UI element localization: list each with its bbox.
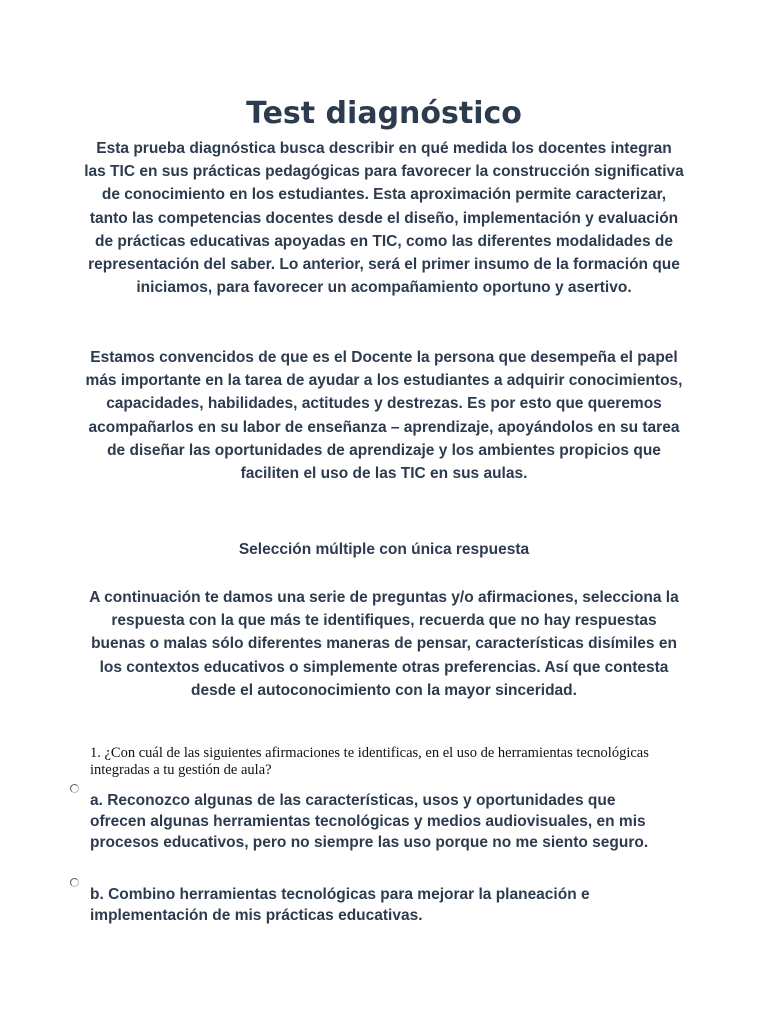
page-title: Test diagnóstico (246, 96, 522, 131)
option-b-radio[interactable] (70, 878, 79, 887)
option-a-radio[interactable] (70, 784, 79, 793)
option-b-label: b. Combino herramientas tecnológicas para mejorar la planeación e implementación de mis prácticas educativas. (90, 886, 590, 924)
section-title: Selección múltiple con única respuesta (238, 541, 530, 558)
instructions-paragraph: A continuación te damos una serie de preguntas y/o afirmaciones, selecciona la respuesta con la que más te identifiques, recuerda que no hay respuestas buenas o malas sólo diferentes maneras de pensar, características disímiles en los contextos educativos o simplemente otras preferencias. Así que contesta desde el autoconocimiento con la mayor sinceridad. (89, 589, 679, 699)
question-1-text: 1. ¿Con cuál de las siguientes afirmaciones te identificas, en el uso de herramientas tecnológicas integradas a tu gestión de aula? (90, 745, 649, 778)
option-a-label: a. Reconozco algunas de las características, usos y oportunidades que ofrecen algunas herramientas tecnológicas y medios audiovisuales, en mis procesos educativos, pero no siempre las uso porque no me siento seguro. (90, 792, 649, 851)
teacher-role-paragraph: Estamos convencidos de que es el Docente la persona que desempeña el papel más importante en la tarea de ayudar a los estudiantes a adquirir conocimientos, capacidades, habilidades, actitudes y destrezas. Es por esto que queremos acompañarlos en su labor de enseñanza – aprendizaje, apoyándolos en su tarea de diseñar las oportunidades de aprendizaje y los ambientes propicios que faciliten el uso de las TIC en sus aulas. (85, 349, 683, 483)
intro-paragraph: Esta prueba diagnóstica busca describir en qué medida los docentes integran las TIC en sus prácticas pedagógicas para favorecer la construcción significativa de conocimiento en los estudiantes. Esta aproximación permite caracterizar, tanto las competencias docentes desde el diseño, implementación y evaluación de prácticas educativas apoyadas en TIC, como las diferentes modalidades de representación del saber. Lo anterior, será el primer insumo de la formación que iniciamos, para favorecer un acompañamiento oportuno y asertivo. (84, 140, 684, 297)
